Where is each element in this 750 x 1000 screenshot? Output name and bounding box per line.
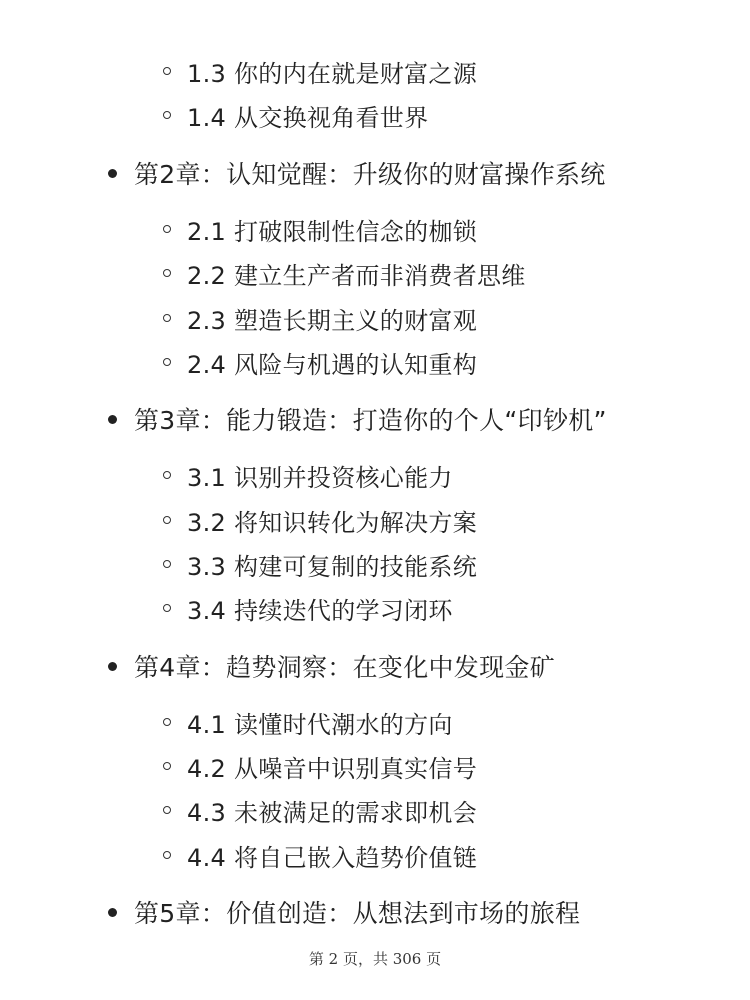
outline-item-text: 3.4 持续迭代的学习闭环 [187, 596, 453, 625]
hollow-bullet-icon [163, 806, 171, 814]
outline-item-text: 2.4 风险与机遇的认知重构 [187, 350, 477, 379]
hollow-bullet-icon [163, 560, 171, 568]
filled-bullet-icon [108, 908, 117, 917]
outline-item-text: 4.3 未被满足的需求即机会 [187, 798, 477, 827]
outline-section-item [163, 455, 453, 495]
outline-section-item [163, 342, 477, 382]
outline-item-text: 3.3 构建可复制的技能系统 [187, 552, 477, 581]
hollow-bullet-icon [163, 762, 171, 770]
hollow-bullet-icon [163, 718, 171, 726]
outline-item-text: 2.2 建立生产者而非消费者思维 [187, 261, 526, 290]
outline-section-item [163, 544, 477, 584]
hollow-bullet-icon [163, 225, 171, 233]
outline-item-text: 第3章：能力锻造：打造你的个人“印钞机” [134, 406, 607, 435]
outline-item-text: 2.3 塑造长期主义的财富观 [187, 306, 477, 335]
hollow-bullet-icon [163, 516, 171, 524]
outline-section-item [163, 95, 428, 135]
hollow-bullet-icon [163, 67, 171, 75]
outline-section-item [163, 209, 477, 249]
hollow-bullet-icon [163, 269, 171, 277]
outline-chapter-item [108, 153, 606, 193]
outline-section-item [163, 790, 477, 830]
outline-item-text: 第4章：趋势洞察：在变化中发现金矿 [134, 653, 556, 682]
hollow-bullet-icon [163, 604, 171, 612]
hollow-bullet-icon [163, 314, 171, 322]
filled-bullet-icon [108, 662, 117, 671]
outline-item-text: 3.2 将知识转化为解决方案 [187, 508, 477, 537]
outline-section-item [163, 835, 477, 875]
outline-section-item [163, 298, 477, 338]
outline-item-text: 4.1 读懂时代潮水的方向 [187, 710, 453, 739]
outline-item-text: 1.3 你的内在就是财富之源 [187, 59, 477, 88]
outline-section-item [163, 51, 477, 91]
outline-section-item [163, 500, 477, 540]
outline-section-item [163, 702, 453, 742]
outline-item-text: 1.4 从交换视角看世界 [187, 103, 429, 132]
page-number-footer: 第 2 页，共 306 页 [308, 950, 442, 968]
hollow-bullet-icon [163, 471, 171, 479]
outline-chapter-item [108, 399, 607, 439]
filled-bullet-icon [108, 169, 117, 178]
outline-item-text: 4.2 从噪音中识别真实信号 [187, 754, 477, 783]
outline-item-text: 第2章：认知觉醒：升级你的财富操作系统 [134, 160, 606, 189]
outline-chapter-item [108, 892, 580, 932]
filled-bullet-icon [108, 415, 117, 424]
outline-section-item [163, 746, 477, 786]
outline-item-text: 4.4 将自己嵌入趋势价值链 [187, 843, 477, 872]
outline-item-text: 第5章：价值创造：从想法到市场的旅程 [134, 899, 581, 928]
outline-section-item [163, 253, 526, 293]
outline-item-text: 2.1 打破限制性信念的枷锁 [187, 217, 477, 246]
outline-item-text: 3.1 识别并投资核心能力 [187, 463, 453, 492]
hollow-bullet-icon [163, 851, 171, 859]
outline-section-item [163, 588, 453, 628]
outline-chapter-item [108, 646, 555, 686]
hollow-bullet-icon [163, 111, 171, 119]
hollow-bullet-icon [163, 358, 171, 366]
